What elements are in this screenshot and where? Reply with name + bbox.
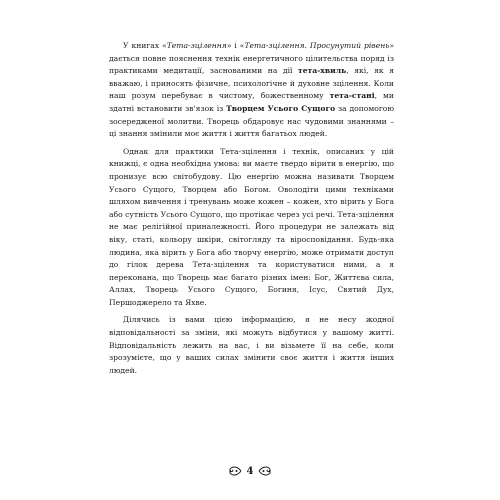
paragraph-2: Однак для практики Тета-зцілення і технік, описаних у цій книжці, є одна необхідна умова: ви маєте твердо вірити в енергію, що пронизує всю світобудову. Цю енергію можна називати Творцем Усього Сущого, Творцем або Богом. Оволодіти цими техніками шляхом вивчення і тренувань може кожен – кожен, хто вірить у Бога або сутність Усього Сущого, що протікає через усі речі. Тета-зцілення не має релігійної приналежності. Його процедури не залежать від віку, статі, кольору шкіри, світогляду та віросповідання. Будь-яка людина, яка вірить у Бога або творчу енергію, може отримати доступ до гілок дерева Тета-зцілення та користуватися ними, а я переконана, що Творець має багато різних імен: Бог, Життєва сила, Аллах, Творець Усього Сущого, Богиня, Ісус, Святий Дух, Першоджерело та Яхве. — [109, 146, 394, 307]
page-number: 4 — [246, 465, 254, 477]
bold-run: Творцем Усього Сущого — [226, 103, 336, 113]
page-body-text — [109, 40, 394, 377]
italic-run: Тета-зцілення. Просунутий рівень — [244, 41, 390, 50]
paragraph-1: У книгах «Тета-зцілення» і «Тета-зцілення. Просунутий рівень» дається повне пояснення технік енергетичного цілительства поряд із практиками медитації, заснованими на дії тета-хвиль, які, як я вважаю, і приносять фізичне, психологічне й духовне зцілення. Коли наш розум перебуває в чистому, божественному тета-стані, ми здатні встановити зв'язок із Творцем Усього Сущого за допомогою зосередженої молитви. Творець обдаровує нас чудовими знаннями – ці знання змінили моє життя і життя багатьох людей. — [109, 41, 394, 139]
italic-run: Тета-зцілення — [166, 41, 227, 50]
fleuron-left-icon — [228, 465, 242, 477]
paragraph-3: Ділячись із вами цією інформацією, я не несу жодної відповідальності за зміни, які можуть відбутися у вашому житті. Відповідальність лежить на вас, і ви візьмете її на себе, коли зрозумієте, що у ваших силах змінити своє життя і життя інших людей. — [109, 315, 394, 375]
bold-run: тета-стані — [329, 91, 375, 101]
fleuron-right-icon — [258, 465, 272, 477]
bold-run: тета-хвиль — [297, 66, 347, 76]
page-footer — [0, 463, 500, 479]
